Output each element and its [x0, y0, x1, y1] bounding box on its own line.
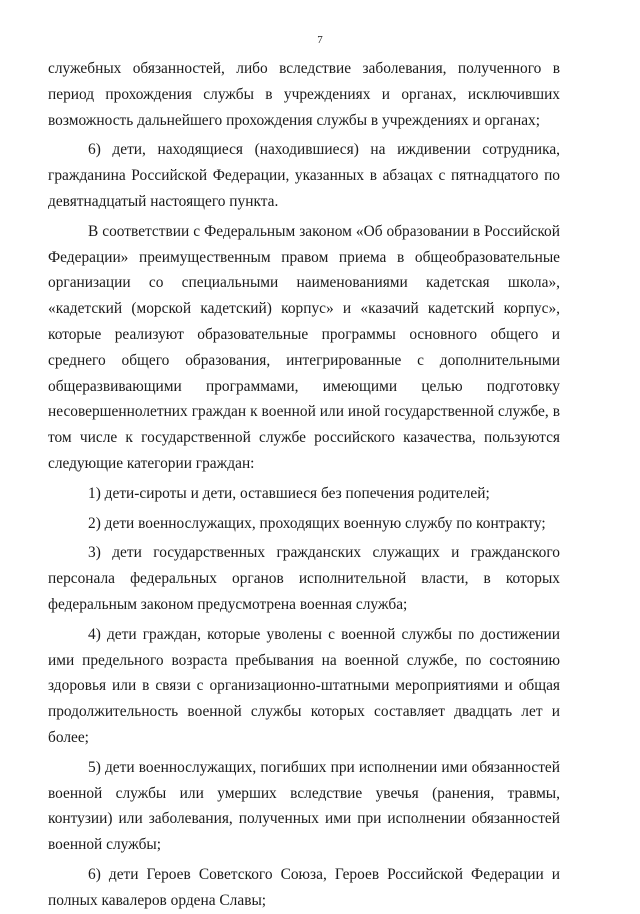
list-item-3-civil-servants: 3) дети государственных гражданских служащих и гражданского персонала федеральных органов исполнительной власти, в которых федеральным законом предусмотрена военная служба; [48, 544, 560, 613]
list-item-4-discharged-citizens: 4) дети граждан, которые уволены с военной службы по достижении ими предельного возраста пребывания на военной службе, по состоянию здоровья или в связи с организационно-штатными мероприятиями и общая продолжительность военной службы которых составляет двадцать лет и более; [48, 625, 560, 746]
paragraph-continuation: служебных обязанностей, либо вследствие заболевания, полученного в период прохождения службы в учреждениях и органах, исключивших возможность дальнейшего прохождения службы в учреждениях и органах; [48, 60, 560, 129]
list-item-5-fallen-servicemen: 5) дети военнослужащих, погибших при исполнении ими обязанностей военной службы или умерших вследствие увечья (ранения, травмы, контузии) или заболевания, полученных ими при исполнении обязанностей военной службы; [48, 758, 560, 854]
list-item-1-orphans: 1) дети-сироты и дети, оставшиеся без попечения родителей; [88, 484, 490, 502]
list-item-2-contract-servicemen: 2) дети военнослужащих, проходящих военную службу по контракту; [88, 514, 546, 532]
page-number: 7 [317, 34, 323, 46]
list-item-6-heroes: 6) дети Героев Советского Союза, Героев Российской Федерации и полных кавалеров ордена Славы; [48, 865, 560, 909]
paragraph-item-6-dependents: 6) дети, находящиеся (находившиеся) на иждивении сотрудника, гражданина Российской Федерации, указанных в абзацах с пятнадцатого по девятнадцатый настоящего пункта. [48, 141, 560, 210]
paragraph-cadet-schools-intro: В соответствии с Федеральным законом «Об образовании в Российской Федерации» преимущественным правом приема в общеобразовательные организации со специальными наименованиями кадетская школа», «кадетский (морской кадетский) корпус» и «казачий кадетский корпус», которые реализуют образовательные программы основного общего и среднего общего образования, интегрированные с дополнительными общеразвивающими программами, имеющими целью подготовку несовершеннолетних граждан к военной или иной государственной службе, в том числе к государственной службе российского казачества, пользуются следующие категории граждан: [48, 222, 560, 472]
document-body [48, 56, 560, 914]
